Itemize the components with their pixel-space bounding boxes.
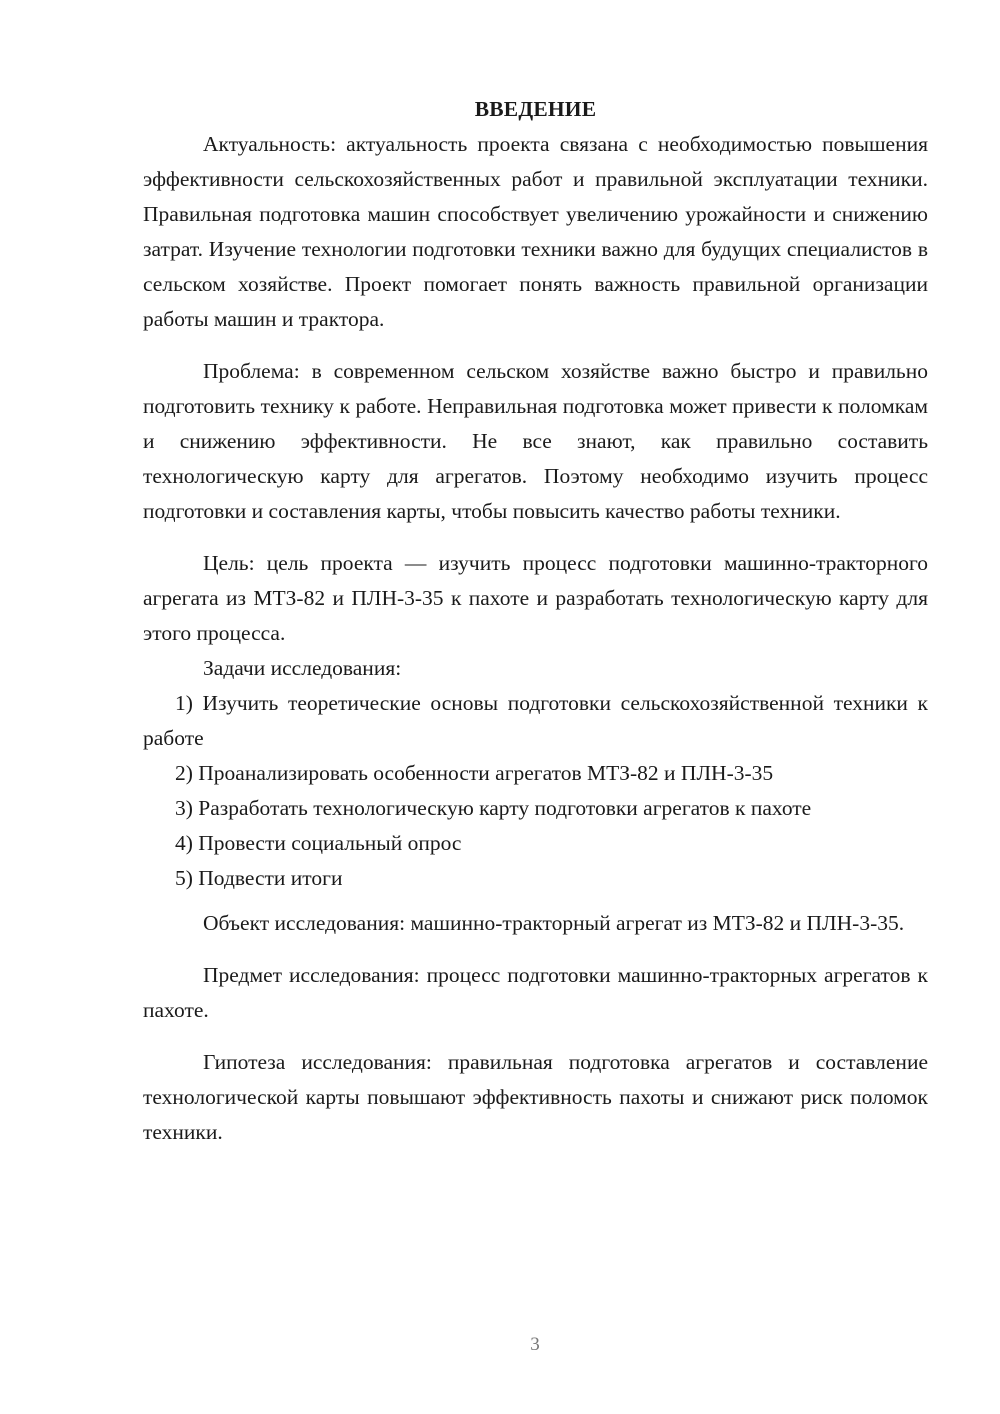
document-title: ВВЕДЕНИЕ xyxy=(474,97,597,121)
list-item: 2) Проанализировать особенности агрегатов МТЗ-82 и ПЛН-3-35 xyxy=(175,761,774,785)
paragraph-goal: Цель: цель проекта — изучить процесс подготовки машинно-тракторного агрегата из МТЗ-82 и ПЛН-3-35 к пахоте и разработать технологическую карту для этого процесса. xyxy=(143,551,928,645)
paragraph-object: Объект исследования: машинно-тракторный агрегат из МТЗ-82 и ПЛН-3-35. xyxy=(203,911,905,935)
list-item: 3) Разработать технологическую карту подготовки агрегатов к пахоте xyxy=(175,796,812,820)
tasks-list xyxy=(143,686,928,896)
list-item: 5) Подвести итоги xyxy=(175,866,343,890)
paragraph-hypothesis: Гипотеза исследования: правильная подготовка агрегатов и составление технологической карты повышают эффективность пахоты и снижают риск поломок техники. xyxy=(143,1050,928,1144)
paragraph-subject: Предмет исследования: процесс подготовки машинно-тракторных агрегатов к пахоте. xyxy=(143,963,928,1022)
document-page xyxy=(143,92,928,1150)
tasks-heading: Задачи исследования: xyxy=(203,656,402,680)
paragraph-relevance: Актуальность: актуальность проекта связана с необходимостью повышения эффективности сельскохозяйственных работ и правильной эксплуатации техники. Правильная подготовка машин способствует увеличению урожайности и снижению затрат. Изучение технологии подготовки техники важно для будущих специалистов в сельском хозяйстве. Проект помогает понять важность правильной организации работы машин и трактора. xyxy=(143,132,928,331)
list-item: 4) Провести социальный опрос xyxy=(175,831,462,855)
page-number: 3 xyxy=(530,1334,540,1355)
paragraph-problem: Проблема: в современном сельском хозяйстве важно быстро и правильно подготовить технику к работе. Неправильная подготовка может привести к поломкам и снижению эффективности. Не все знают, как правильно составить технологическую карту для агрегатов. Поэтому необходимо изучить процесс подготовки и составления карты, чтобы повысить качество работы техники. xyxy=(143,359,928,523)
list-item: 1) Изучить теоретические основы подготовки сельскохозяйственной техники к работе xyxy=(143,691,928,750)
